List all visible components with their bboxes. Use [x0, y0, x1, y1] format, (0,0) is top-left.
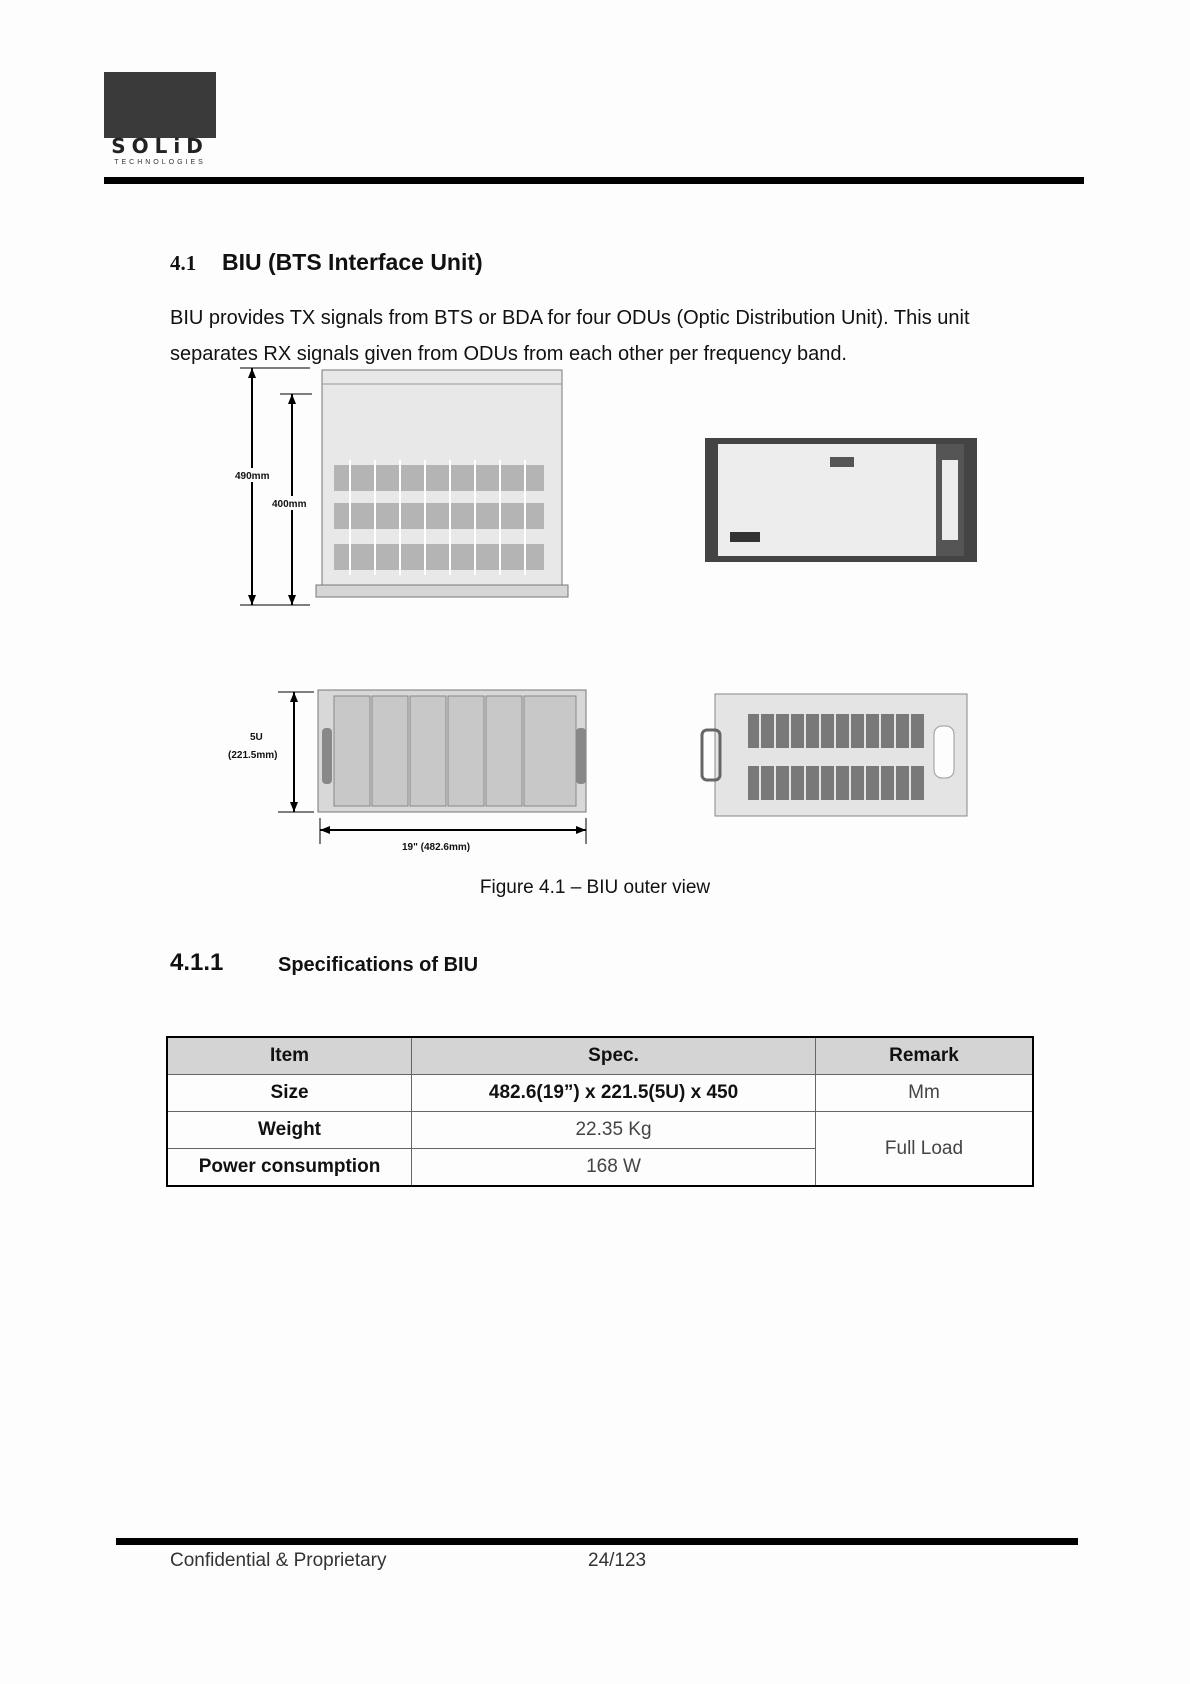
biu-top-view — [230, 368, 568, 605]
cell-spec: 168 W — [412, 1149, 816, 1187]
header-item: Item — [167, 1037, 412, 1075]
page-number: 24/123 — [588, 1550, 647, 1571]
cell-item: Weight — [167, 1112, 412, 1149]
dim-height-mm-label: (221.5mm) — [228, 750, 278, 761]
subsection-title: Specifications of BIU — [278, 954, 479, 976]
biu-figure — [200, 360, 1000, 860]
cell-item: Power consumption — [167, 1149, 412, 1187]
figure-caption: Figure 4.1 – BIU outer view — [479, 877, 711, 898]
header-remark: Remark — [815, 1037, 1033, 1075]
section-number: 4.1 — [170, 251, 197, 275]
company-logo — [104, 72, 216, 168]
dim-outer-label: 490mm — [235, 471, 270, 482]
cell-spec: 22.35 Kg — [412, 1112, 816, 1149]
table-header-row — [167, 1037, 1033, 1075]
biu-front-panel-view — [705, 438, 977, 562]
cell-item: Size — [167, 1075, 412, 1112]
biu-rear-view — [702, 694, 967, 816]
cell-remark: Mm — [815, 1075, 1033, 1112]
cell-spec: 482.6(19”) x 221.5(5U) x 450 — [412, 1075, 816, 1112]
footer-rule — [116, 1538, 1078, 1545]
section-paragraph: BIU provides TX signals from BTS or BDA for four ODUs (Optic Distribution Unit). This unit separates RX signals given from ODUs from each other per frequency band. — [170, 307, 970, 365]
logo-tagline: TECHNOLOGIES — [114, 159, 206, 166]
table-row — [167, 1112, 1033, 1149]
dim-inner-label: 400mm — [272, 499, 307, 510]
logo-brand: SOLiD — [111, 134, 209, 158]
cell-remark: Full Load — [815, 1112, 1033, 1187]
dim-width-label: 19" (482.6mm) — [402, 842, 471, 853]
header-rule — [104, 177, 1084, 184]
footer-confidential: Confidential & Proprietary — [170, 1550, 387, 1571]
subsection-number: 4.1.1 — [170, 949, 224, 976]
spec-table — [166, 1036, 1034, 1187]
dim-height-label: 5U — [250, 732, 263, 743]
header-spec: Spec. — [412, 1037, 816, 1075]
table-row — [167, 1075, 1033, 1112]
biu-front-module-view — [228, 690, 586, 853]
section-title: BIU (BTS Interface Unit) — [222, 249, 483, 275]
